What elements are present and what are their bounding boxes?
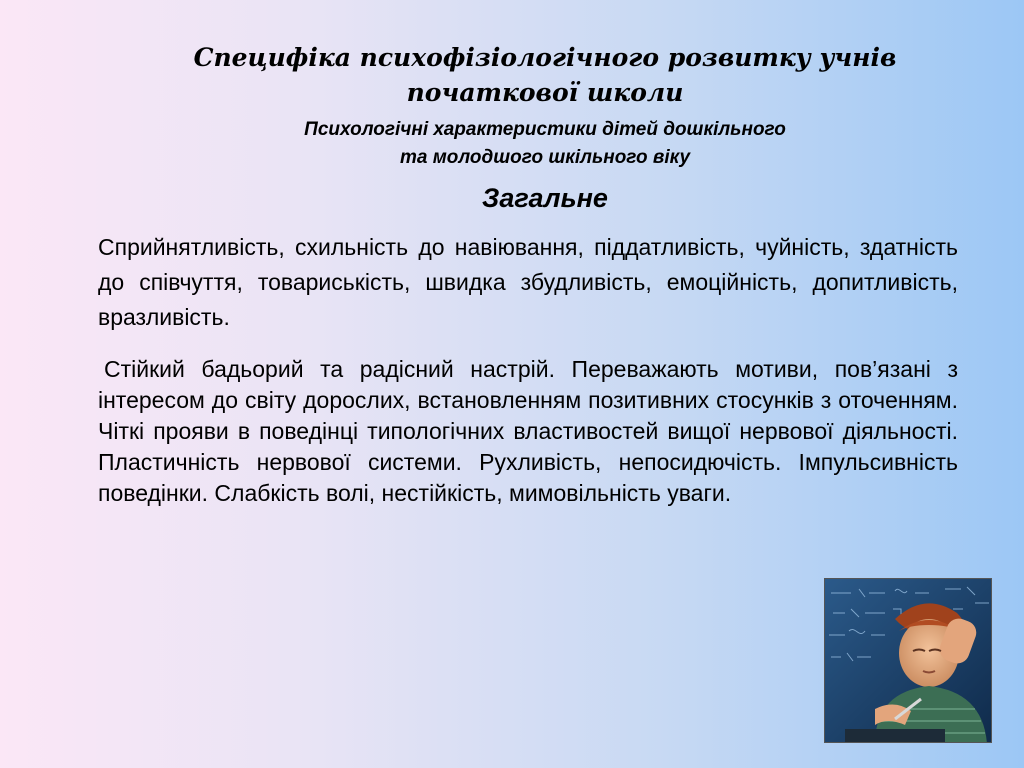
paragraph-behavior: Стійкий бадьорий та радісний настрій. Переважають мотиви, пов’язані з інтересом до світу дорослих, встановленням позитивних стосунків з оточенням. Чіткі прояви в поведінці типологічних властивостей вищої нервової діяльності. Пластичність нервової системи. Рухливість, непосидючість. Імпульсивність поведінки. Слабкість волі, нестійкість, мимовільність уваги. <box>98 356 958 506</box>
paragraph-traits: Сприйнятливість, схильність до навіювання, піддатливість, чуйність, здатність до співчуття, товариськість, швидка збудливість, емоційність, допитливість, вразливість. <box>98 234 958 330</box>
slide-title: Специфіка психофізіологічного розвитку учнів початкової школи <box>193 43 897 107</box>
subtitle-line-2: та молодшого шкільного віку <box>399 147 691 168</box>
thinking-boy-photo <box>824 578 992 743</box>
thinking-boy-math-photo-icon <box>825 579 992 743</box>
section-heading: Загальне <box>482 183 608 213</box>
slide-subtitle <box>120 116 970 172</box>
subtitle-line-1: Психологічні характеристики дітей дошкільного <box>304 119 786 140</box>
